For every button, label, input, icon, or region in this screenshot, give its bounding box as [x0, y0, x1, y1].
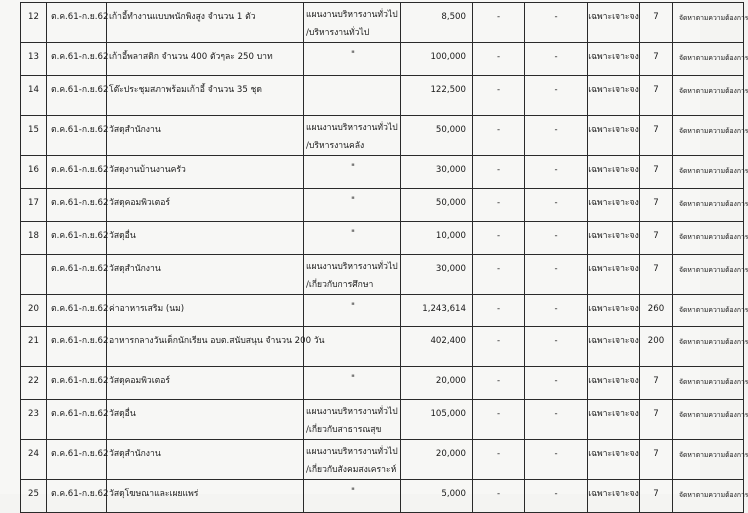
- row-plan: [304, 400, 401, 440]
- row-duration-days: 7: [640, 3, 673, 43]
- row-budget-amount: 20,000: [401, 440, 473, 480]
- row-source-a: -: [473, 400, 525, 440]
- row-item-description: อาหารกลางวันเด็กนักเรียน อบต.สนับสนุน จำนวน 200 วัน: [107, 327, 304, 367]
- row-source-b: -: [525, 155, 588, 188]
- row-procurement-method: เฉพาะเจาะจง: [588, 75, 640, 115]
- row-procurement-method: เฉพาะเจาะจง: [588, 440, 640, 480]
- row-plan: [304, 440, 401, 480]
- row-duration-days: 7: [640, 221, 673, 254]
- row-remark: จัดหาตามความต้องการ: [673, 75, 744, 115]
- row-remark: จัดหาตามความต้องการ: [673, 115, 744, 155]
- row-plan-line-1: แผนงานบริหารงานทั่วไป: [306, 10, 398, 20]
- row-plan-ditto-mark: ": [351, 50, 355, 60]
- row-budget-amount: 30,000: [401, 254, 473, 294]
- table-row: [21, 254, 744, 294]
- table-row: [21, 367, 744, 400]
- row-plan: [304, 221, 401, 254]
- row-item-description: วัสดุโฆษณาและเผยแพร่: [107, 480, 304, 513]
- row-remark: จัดหาตามความต้องการ: [673, 43, 744, 76]
- row-item-description: วัสดุคอมพิวเตอร์: [107, 188, 304, 221]
- row-duration-days: 260: [640, 294, 673, 327]
- table-row: [21, 440, 744, 480]
- row-procurement-method: เฉพาะเจาะจง: [588, 3, 640, 43]
- row-plan: [304, 294, 401, 327]
- row-source-b: -: [525, 3, 588, 43]
- row-source-a: -: [473, 440, 525, 480]
- row-item-description: เก้าอี้ทำงานแบบพนักพิงสูง จำนวน 1 ตัว: [107, 3, 304, 43]
- row-plan: [304, 188, 401, 221]
- row-duration-days: 200: [640, 327, 673, 367]
- row-source-a: -: [473, 221, 525, 254]
- row-item-description: เก้าอี้พลาสติก จำนวน 400 ตัวๆละ 250 บาท: [107, 43, 304, 76]
- row-number: 14: [21, 75, 47, 115]
- table-row: [21, 294, 744, 327]
- table-row: [21, 155, 744, 188]
- row-period: ต.ค.61-ก.ย.62: [47, 75, 107, 115]
- row-period: ต.ค.61-ก.ย.62: [47, 367, 107, 400]
- row-source-a: -: [473, 43, 525, 76]
- row-budget-amount: 50,000: [401, 115, 473, 155]
- row-item-description: วัสดุอื่น: [107, 221, 304, 254]
- row-period: ต.ค.61-ก.ย.62: [47, 327, 107, 367]
- row-remark: จัดหาตามความต้องการ: [673, 188, 744, 221]
- row-source-b: -: [525, 43, 588, 76]
- row-duration-days: 7: [640, 440, 673, 480]
- row-plan-line-2: [306, 348, 400, 366]
- row-procurement-method: เฉพาะเจาะจง: [588, 115, 640, 155]
- row-source-b: -: [525, 294, 588, 327]
- row-source-b: -: [525, 115, 588, 155]
- row-number: 12: [21, 3, 47, 43]
- row-number: 17: [21, 188, 47, 221]
- row-duration-days: 7: [640, 480, 673, 513]
- row-plan-ditto-mark: ": [351, 162, 355, 173]
- row-number: 15: [21, 115, 47, 155]
- row-source-a: -: [473, 3, 525, 43]
- row-duration-days: 7: [640, 367, 673, 400]
- row-procurement-method: เฉพาะเจาะจง: [588, 327, 640, 367]
- row-item-description: วัสดุคอมพิวเตอร์: [107, 367, 304, 400]
- row-source-a: -: [473, 367, 525, 400]
- row-remark: จัดหาตามความต้องการ: [673, 440, 744, 480]
- row-remark: จัดหาตามความต้องการ: [673, 400, 744, 440]
- row-duration-days: 7: [640, 43, 673, 76]
- row-period: ต.ค.61-ก.ย.62: [47, 115, 107, 155]
- row-procurement-method: เฉพาะเจาะจง: [588, 254, 640, 294]
- row-plan-ditto-mark: ": [351, 301, 355, 312]
- row-duration-days: 7: [640, 75, 673, 115]
- row-period: ต.ค.61-ก.ย.62: [47, 294, 107, 327]
- row-plan: [304, 327, 401, 367]
- row-remark: จัดหาตามความต้องการ: [673, 254, 744, 294]
- row-plan: [304, 367, 401, 400]
- row-source-b: -: [525, 327, 588, 367]
- row-plan-line-1: [306, 79, 400, 97]
- row-item-description: วัสดุสำนักงาน: [107, 440, 304, 480]
- row-period: ต.ค.61-ก.ย.62: [47, 400, 107, 440]
- row-budget-amount: 10,000: [401, 221, 473, 254]
- row-number: 24: [21, 440, 47, 480]
- table-row: [21, 3, 744, 43]
- row-source-b: -: [525, 480, 588, 513]
- row-procurement-method: เฉพาะเจาะจง: [588, 155, 640, 188]
- row-period: ต.ค.61-ก.ย.62: [47, 221, 107, 254]
- row-number: 25: [21, 480, 47, 513]
- row-source-a: -: [473, 188, 525, 221]
- row-plan: [304, 75, 401, 115]
- row-duration-days: 7: [640, 115, 673, 155]
- row-plan-ditto-mark: ": [351, 228, 355, 239]
- row-item-description: วัสดุอื่น: [107, 400, 304, 440]
- row-source-a: -: [473, 254, 525, 294]
- row-duration-days: 7: [640, 188, 673, 221]
- row-plan-line-1: แผนงานบริหารงานทั่วไป: [306, 447, 398, 458]
- row-period: ต.ค.61-ก.ย.62: [47, 3, 107, 43]
- row-number: 20: [21, 294, 47, 327]
- table-body: [21, 3, 748, 513]
- table-row: [21, 327, 744, 367]
- row-duration-days: 7: [640, 400, 673, 440]
- row-budget-amount: 122,500: [401, 75, 473, 115]
- row-period: ต.ค.61-ก.ย.62: [47, 480, 107, 513]
- table-row: [21, 188, 744, 221]
- row-procurement-method: เฉพาะเจาะจง: [588, 221, 640, 254]
- row-duration-days: 7: [640, 155, 673, 188]
- row-remark: จัดหาตามความต้องการ: [673, 367, 744, 400]
- row-source-b: -: [525, 254, 588, 294]
- row-source-a: -: [473, 480, 525, 513]
- row-number: 13: [21, 43, 47, 76]
- row-item-description: วัสดุสำนักงาน: [107, 115, 304, 155]
- row-source-b: -: [525, 440, 588, 480]
- row-number: 18: [21, 221, 47, 254]
- row-plan-line-2: /เกี่ยวกับสังคมสงเคราะห์: [306, 465, 397, 476]
- row-plan-ditto-mark: ": [351, 487, 355, 498]
- row-item-description: ค่าอาหารเสริม (นม): [107, 294, 304, 327]
- row-plan-line-1: แผนงานบริหารงานทั่วไป: [306, 407, 398, 418]
- row-plan: [304, 254, 401, 294]
- row-period: ต.ค.61-ก.ย.62: [47, 188, 107, 221]
- row-plan: [304, 43, 401, 76]
- row-duration-days: 7: [640, 254, 673, 294]
- row-number: [21, 254, 47, 294]
- row-plan-line-2: /บริหารงานคลัง: [306, 140, 365, 151]
- table-row: [21, 480, 744, 513]
- row-source-b: -: [525, 188, 588, 221]
- row-budget-amount: 100,000: [401, 43, 473, 76]
- row-procurement-method: เฉพาะเจาะจง: [588, 367, 640, 400]
- row-remark: จัดหาตามความต้องการ: [673, 155, 744, 188]
- row-plan: [304, 155, 401, 188]
- table-row: [21, 400, 744, 440]
- row-procurement-method: เฉพาะเจาะจง: [588, 188, 640, 221]
- row-plan: [304, 480, 401, 513]
- row-plan-line-2: /เกี่ยวกับสาธารณสุข: [306, 425, 382, 436]
- row-remark: จัดหาตามความต้องการ: [673, 480, 744, 513]
- row-number: 23: [21, 400, 47, 440]
- row-period: ต.ค.61-ก.ย.62: [47, 43, 107, 76]
- row-remark: จัดหาตามความต้องการ: [673, 327, 744, 367]
- row-plan: [304, 3, 401, 43]
- row-plan-line-2: /เกี่ยวกับการศึกษา: [306, 279, 374, 290]
- row-plan-ditto-mark: ": [351, 374, 355, 385]
- row-item-description: วัสดุงานบ้านงานครัว: [107, 155, 304, 188]
- row-remark: จัดหาตามความต้องการ: [673, 294, 744, 327]
- row-remark: จัดหาตามความต้องการ: [673, 221, 744, 254]
- row-procurement-method: เฉพาะเจาะจง: [588, 400, 640, 440]
- row-source-a: -: [473, 155, 525, 188]
- row-source-b: -: [525, 221, 588, 254]
- row-budget-amount: 8,500: [401, 3, 473, 43]
- row-period: ต.ค.61-ก.ย.62: [47, 440, 107, 480]
- row-procurement-method: เฉพาะเจาะจง: [588, 43, 640, 76]
- row-source-a: -: [473, 327, 525, 367]
- row-source-b: -: [525, 400, 588, 440]
- row-procurement-method: เฉพาะเจาะจง: [588, 294, 640, 327]
- row-number: 21: [21, 327, 47, 367]
- row-plan-line-1: แผนงานบริหารงานทั่วไป: [306, 122, 398, 133]
- row-period: ต.ค.61-ก.ย.62: [47, 254, 107, 294]
- row-number: 22: [21, 367, 47, 400]
- row-budget-amount: 30,000: [401, 155, 473, 188]
- row-source-a: -: [473, 75, 525, 115]
- row-plan-line-2: [306, 97, 400, 115]
- row-plan-line-2: /บริหารงานทั่วไป: [306, 28, 370, 38]
- row-budget-amount: 1,243,614: [401, 294, 473, 327]
- row-plan-ditto-mark: ": [351, 195, 355, 206]
- row-number: 16: [21, 155, 47, 188]
- row-item-description: โต๊ะประชุมสภาพร้อมเก้าอี้ จำนวน 35 ชุด: [107, 75, 304, 115]
- row-plan-line-1: แผนงานบริหารงานทั่วไป: [306, 261, 398, 272]
- row-plan: [304, 115, 401, 155]
- row-source-b: -: [525, 367, 588, 400]
- row-budget-amount: 105,000: [401, 400, 473, 440]
- row-procurement-method: เฉพาะเจาะจง: [588, 480, 640, 513]
- row-period: ต.ค.61-ก.ย.62: [47, 155, 107, 188]
- row-budget-amount: 5,000: [401, 480, 473, 513]
- row-source-a: -: [473, 294, 525, 327]
- table-row: [21, 43, 744, 76]
- row-source-a: -: [473, 115, 525, 155]
- row-item-description: วัสดุสำนักงาน: [107, 254, 304, 294]
- table-row: [21, 115, 744, 155]
- row-budget-amount: 402,400: [401, 327, 473, 367]
- table-row: [21, 75, 744, 115]
- row-budget-amount: 50,000: [401, 188, 473, 221]
- procurement-plan-table: [20, 2, 748, 513]
- table-row: [21, 221, 744, 254]
- row-source-b: -: [525, 75, 588, 115]
- row-budget-amount: 20,000: [401, 367, 473, 400]
- row-remark: จัดหาตามความต้องการ: [673, 3, 744, 43]
